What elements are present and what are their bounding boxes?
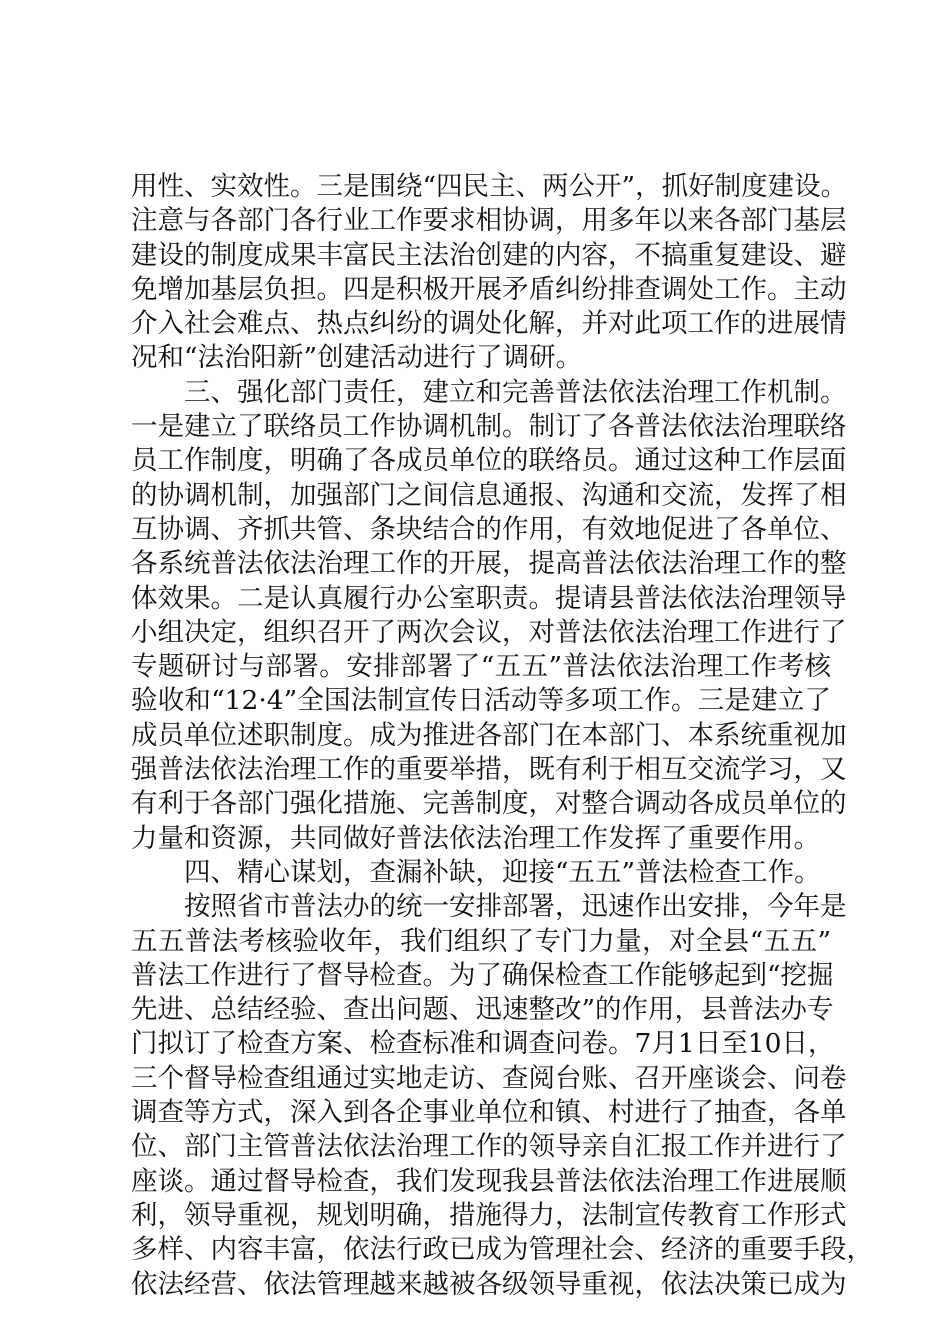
body-text [131, 170, 873, 1302]
text-line: 力量和资源，共同做好普法依法治理工作发挥了重要作用。 [131, 822, 820, 854]
text-line: 用性、实效性。三是围绕“四民主、两公开”，抓好制度建设。 [131, 171, 848, 202]
text-line: 专题研讨与部署。安排部署了“五五”普法依法治理工作考核 [131, 651, 831, 683]
text-line: 利，领导重视，规划明确，措施得力，法制宣传教育工作形式 [131, 1199, 847, 1231]
text-line: 普法工作进行了督导检查。为了确保检查工作能够起到“挖掘 [131, 959, 834, 991]
text-line: 的协调机制，加强部门之间信息通报、沟通和交流，发挥了相 [131, 479, 847, 511]
text-line: 员工作制度，明确了各成员单位的联络员。通过这种工作层面 [131, 445, 847, 477]
text-line: 先进、总结经验、查出问题、迅速整改”的作用，县普法办专 [131, 994, 834, 1026]
text-line: 依法经营、依法管理越来越被各级领导重视，依法决策已成为 [131, 1268, 847, 1300]
text-line: 有利于各部门强化措施、完善制度，对整合调动各成员单位的 [131, 788, 847, 820]
text-line: 座谈。通过督导检查，我们发现我县普法依法治理工作进展顺 [131, 1165, 847, 1197]
text-line: 调查等方式，深入到各企事业单位和镇、村进行了抽查，各单 [131, 1097, 847, 1129]
text-line: 强普法依法治理工作的重要举措，既有利于相互交流学习，又 [131, 754, 847, 786]
section-heading: 四、精心谋划，查漏补缺，迎接“五五”普法检查工作。 [184, 856, 821, 888]
section-heading: 三、强化部门责任，建立和完善普法依法治理工作机制。 [184, 376, 847, 408]
text-line: 各系统普法依法治理工作的开展，提高普法依法治理工作的整 [131, 548, 847, 580]
text-line: 小组决定，组织召开了两次会议，对普法依法治理工作进行了 [131, 616, 847, 648]
text-line: 多样、内容丰富，依法行政已成为管理社会、经济的重要手段， [131, 1234, 873, 1266]
text-line: 验收和“12·4”全国法制宣传日活动等多项工作。三是建立了 [131, 685, 831, 717]
text-line: 免增加基层负担。四是积极开展矛盾纠纷排查调处工作。主动 [131, 273, 847, 305]
text-line: 建设的制度成果丰富民主法治创建的内容，不搞重复建设、避 [131, 239, 847, 271]
text-line: 注意与各部门各行业工作要求相协调，用多年以来各部门基层 [131, 205, 847, 237]
text-line: 门拟订了检查方案、检查标准和调查问卷。7月1日至10日， [131, 1028, 835, 1060]
text-line: 三个督导检查组通过实地走访、查阅台账、召开座谈会、问卷 [131, 1062, 847, 1094]
text-line: 介入社会难点、热点纠纷的调处化解，并对此项工作的进展情 [131, 308, 847, 340]
text-line: 况和“法治阳新”创建活动进行了调研。 [131, 342, 583, 374]
text-line: 成员单位述职制度。成为推进各部门在本部门、本系统重视加 [131, 719, 847, 751]
text-line: 按照省市普法办的统一安排部署，迅速作出安排，今年是 [184, 891, 847, 923]
text-line: 五五普法考核验收年，我们组织了专门力量，对全县“五五” [131, 925, 831, 957]
text-line: 一是建立了联络员工作协调机制。制订了各普法依法治理联络 [131, 411, 847, 443]
text-line: 互协调、齐抓共管、条块结合的作用，有效地促进了各单位、 [131, 513, 847, 545]
text-line: 体效果。二是认真履行办公室职责。提请县普法依法治理领导 [131, 582, 847, 614]
text-line: 位、部门主管普法依法治理工作的领导亲自汇报工作并进行了 [131, 1131, 847, 1163]
